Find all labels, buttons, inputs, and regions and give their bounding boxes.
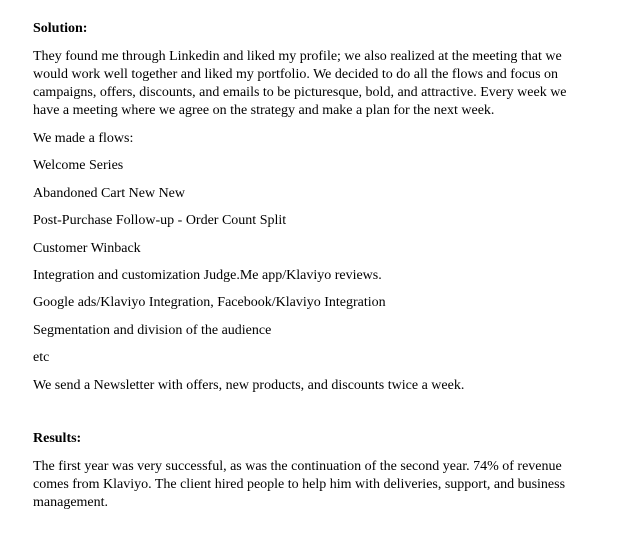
- solution-intro-paragraph: They found me through Linkedin and liked my profile; we also realized at the meeting that we would work well together and liked my portfolio. We decided to do all the flows and focus on campaigns, offers, discounts, and emails to be picturesque, bold, and attractive. Every week we have a meeting where we agree on the strategy and make a plan for the next week.: [33, 49, 567, 118]
- flow-item: Welcome Series: [33, 158, 124, 174]
- flow-item: Integration and customization Judge.Me app/Klaviyo reviews.: [33, 267, 382, 283]
- flow-item: Customer Winback: [33, 240, 141, 256]
- flow-item: Segmentation and division of the audience: [33, 322, 272, 338]
- flow-item: etc: [33, 350, 50, 366]
- flow-item: Post-Purchase Follow-up - Order Count Split: [33, 213, 287, 229]
- flows-label: We made a flows:: [33, 131, 134, 146]
- newsletter-paragraph: We send a Newsletter with offers, new products, and discounts twice a week.: [33, 377, 465, 393]
- results-heading: Results:: [33, 430, 82, 446]
- document-page: [33, 20, 593, 522]
- flow-item: Google ads/Klaviyo Integration, Facebook/Klaviyo Integration: [33, 295, 386, 311]
- flow-item: Abandoned Cart New New: [33, 185, 186, 201]
- results-paragraph: The first year was very successful, as was the continuation of the second year. 74% of revenue comes from Klaviyo. The client hired people to help him with deliveries, support, and business management.: [33, 458, 566, 510]
- solution-heading: Solution:: [33, 21, 88, 36]
